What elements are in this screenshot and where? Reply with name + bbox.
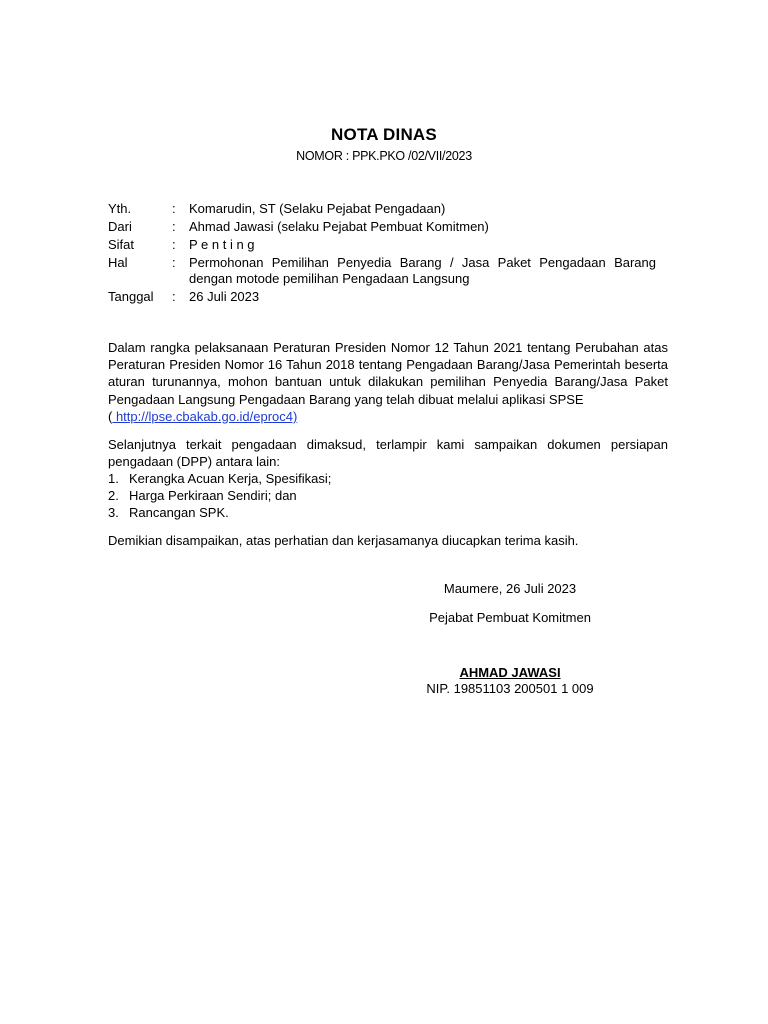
field-colon: : bbox=[172, 237, 176, 252]
field-sifat bbox=[108, 237, 668, 255]
paragraph-attachments: Selanjutnya terkait pengadaan dimaksud, terlampir kami sampaikan dokumen persiapan pengadaan (DPP) antara lain: bbox=[108, 437, 668, 470]
document-number: NOMOR : PPK.PKO /02/VII/2023 bbox=[296, 149, 472, 163]
paragraph-intro bbox=[108, 339, 668, 425]
field-value bbox=[189, 255, 668, 287]
signature-nip: NIP. 19851103 200501 1 009 bbox=[426, 681, 594, 696]
field-value-line1: Permohonan Pemilihan Penyedia Barang / Jasa Paket Pengadaan Barang bbox=[189, 255, 656, 270]
list-item bbox=[108, 504, 668, 521]
field-colon: : bbox=[172, 255, 176, 270]
list-item bbox=[108, 487, 668, 504]
list-item bbox=[108, 470, 668, 487]
field-label: Hal bbox=[108, 255, 128, 270]
link-open-paren: ( bbox=[108, 408, 113, 424]
field-value-line2: dengan motode pemilihan Pengadaan Langsung bbox=[189, 271, 470, 286]
paragraph-closing: Demikian disampaikan, atas perhatian dan kerjasamanya diucapkan terima kasih. bbox=[108, 533, 579, 548]
field-dari bbox=[108, 219, 668, 237]
list-item-number: 2. bbox=[108, 488, 119, 504]
field-label: Tanggal bbox=[108, 289, 154, 304]
field-value: Komarudin, ST (Selaku Pejabat Pengadaan) bbox=[189, 201, 446, 216]
signature-position: Pejabat Pembuat Komitmen bbox=[429, 610, 591, 625]
field-value: 26 Juli 2023 bbox=[189, 289, 260, 304]
attachment-list bbox=[108, 470, 668, 522]
field-yth bbox=[108, 201, 668, 219]
list-item-text: Harga Perkiraan Sendiri; dan bbox=[129, 488, 297, 504]
field-label: Dari bbox=[108, 219, 132, 234]
field-tanggal bbox=[108, 289, 668, 307]
field-value: Ahmad Jawasi (selaku Pejabat Pembuat Komitmen) bbox=[189, 219, 489, 234]
signature-place-date: Maumere, 26 Juli 2023 bbox=[443, 581, 577, 596]
field-label: Yth. bbox=[108, 201, 132, 216]
list-item-number: 3. bbox=[108, 505, 119, 521]
spse-link[interactable]: http://lpse.cbakab.go.id/eproc4) bbox=[112, 408, 298, 424]
list-item-number: 1. bbox=[108, 471, 119, 486]
memo-header-fields bbox=[108, 201, 668, 307]
field-colon: : bbox=[172, 289, 176, 304]
document-title: NOTA DINAS bbox=[331, 125, 437, 144]
field-label: Sifat bbox=[108, 237, 135, 252]
paragraph-intro-text: Dalam rangka pelaksanaan Peraturan Presiden Nomor 12 Tahun 2021 tentang Perubahan atas Peraturan Presiden Nomor 16 Tahun 2018 tentang Pengadaan Barang/Jasa Pemerintah beserta aturan turunannya, mohon bantuan untuk dilakukan pemilihan Penyedia Barang/Jasa Paket Pengadaan Langsung Pengadaan Barang yang telah dibuat melalui aplikasi SPSE bbox=[108, 340, 668, 407]
list-item-text: Rancangan SPK. bbox=[129, 505, 229, 521]
list-item-text: Kerangka Acuan Kerja, Spesifikasi; bbox=[129, 471, 332, 486]
field-colon: : bbox=[172, 201, 176, 216]
field-colon: : bbox=[172, 219, 176, 234]
field-value: P e n t i n g bbox=[189, 237, 255, 252]
signature-name: AHMAD JAWASI bbox=[459, 665, 561, 680]
field-hal bbox=[108, 255, 668, 287]
